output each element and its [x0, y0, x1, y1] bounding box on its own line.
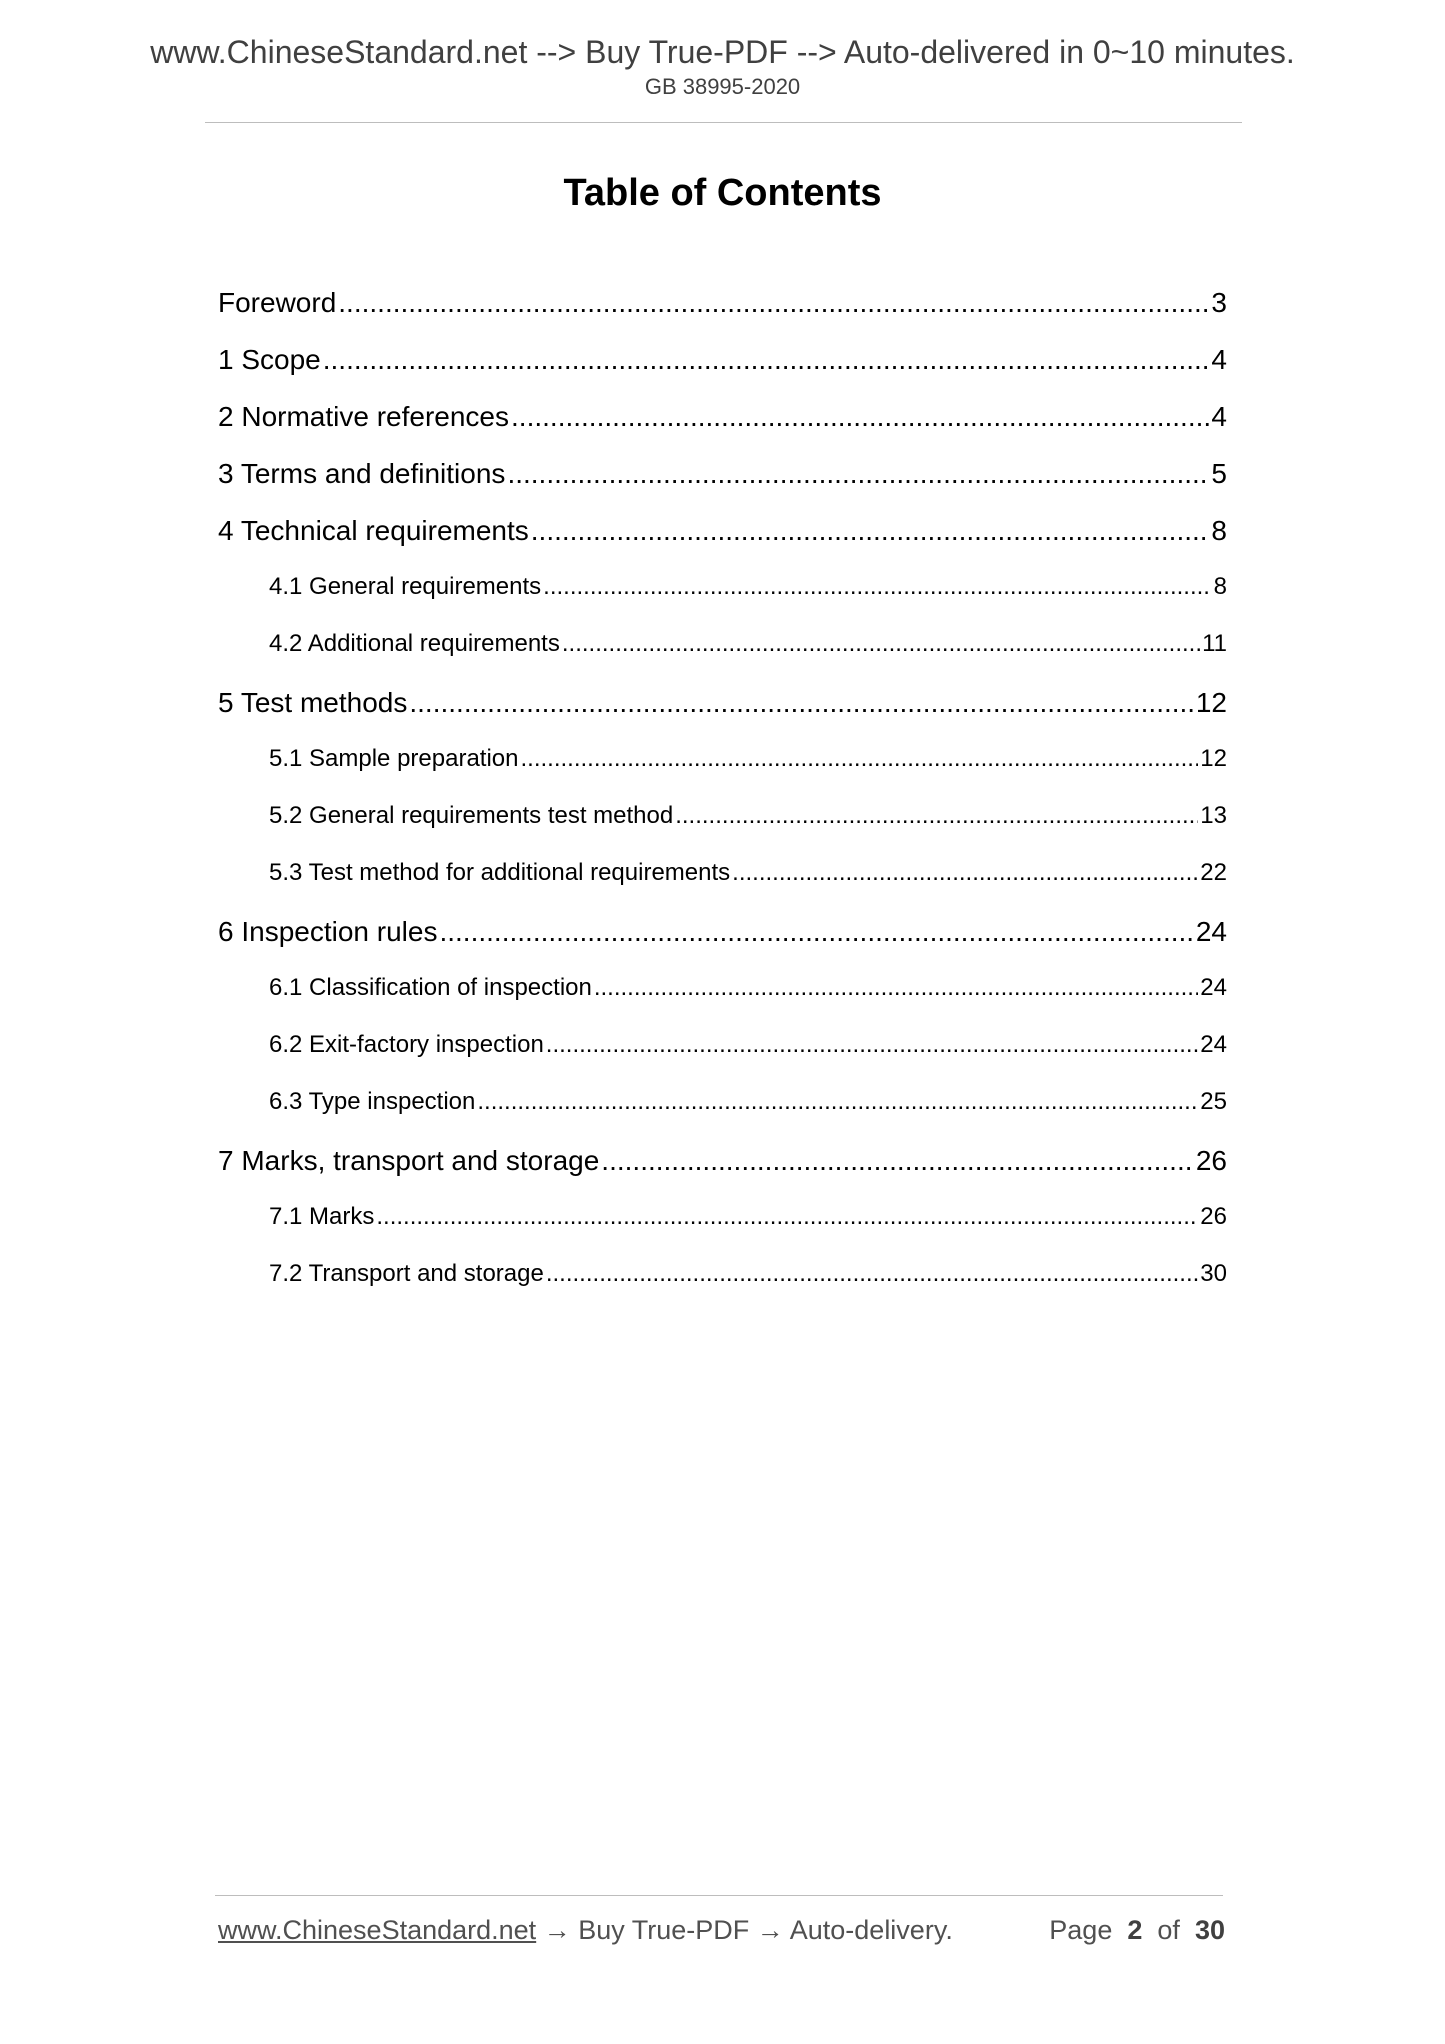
toc-entry-label: 4.1 General requirements: [269, 573, 542, 600]
toc-entry-terms-definitions[interactable]: [218, 450, 1227, 490]
toc-entry-page: 22: [1200, 859, 1227, 886]
toc-entry-label: 4 Technical requirements: [218, 515, 529, 546]
dot-leader: [546, 1260, 1198, 1288]
toc-entry-page: 3: [1211, 287, 1227, 318]
toc-entry-transport-storage[interactable]: [269, 1254, 1227, 1288]
toc-entry-label: 7.2 Transport and storage: [269, 1260, 544, 1287]
toc-entry-label: 7.1 Marks: [269, 1203, 375, 1230]
toc-entry-scope[interactable]: [218, 336, 1227, 376]
header-divider: [205, 122, 1242, 123]
page-word: Page: [1049, 1915, 1113, 1945]
toc-entry-label: 4.2 Additional requirements: [269, 630, 560, 657]
toc-entry-label: 5.3 Test method for additional requirements: [269, 859, 731, 886]
dot-leader: [477, 1088, 1198, 1116]
toc-entry-page: 8: [1213, 573, 1227, 600]
dot-leader: [323, 344, 1210, 376]
toc-entry-label: 1 Scope: [218, 344, 321, 375]
toc-entry-exit-factory-inspection[interactable]: [269, 1025, 1227, 1059]
dot-leader: [543, 573, 1211, 601]
dot-leader: [439, 916, 1193, 948]
toc-entry-label: 3 Terms and definitions: [218, 458, 506, 489]
toc-entry-label: 6.3 Type inspection: [269, 1088, 476, 1115]
footer-site-link[interactable]: www.ChineseStandard.net: [218, 1915, 537, 1945]
toc-entry-label: 6 Inspection rules: [218, 916, 438, 947]
dot-leader: [562, 630, 1200, 658]
toc-entry-marks[interactable]: [269, 1197, 1227, 1231]
dot-leader: [531, 515, 1210, 547]
standard-code: GB 38995-2020: [644, 74, 801, 99]
toc-entry-label: 2 Normative references: [218, 401, 510, 432]
toc-entry-page: 13: [1200, 802, 1227, 829]
footer: [218, 1912, 1225, 1948]
header-banner: www.ChineseStandard.net --> Buy True-PDF --> Auto-delivered in 0~10 minutes.: [150, 34, 1295, 70]
footer-promo: [218, 1912, 953, 1948]
toc-entry-general-requirements-test[interactable]: [269, 796, 1227, 830]
toc-entry-label: 5.2 General requirements test method: [269, 802, 674, 829]
dot-leader: [511, 401, 1209, 433]
toc-entry-inspection-rules[interactable]: [218, 908, 1227, 948]
toc-entry-page: 25: [1200, 1088, 1227, 1115]
toc-entry-additional-requirements[interactable]: [269, 624, 1227, 658]
page-total: 30: [1194, 1915, 1225, 1945]
toc-entry-page: 30: [1200, 1260, 1227, 1287]
toc-entry-page: 11: [1202, 630, 1227, 657]
dot-leader: [338, 287, 1209, 319]
toc-entry-page: 24: [1195, 916, 1227, 947]
dot-leader: [546, 1031, 1199, 1059]
toc-entry-page: 4: [1211, 344, 1227, 375]
dot-leader: [409, 687, 1193, 719]
dot-leader: [732, 859, 1198, 887]
toc-entry-normative-references[interactable]: [218, 393, 1227, 433]
toc-entry-label: 5 Test methods: [218, 687, 408, 718]
toc-entry-label: 6.2 Exit-factory inspection: [269, 1031, 544, 1058]
toc-entry-page: 26: [1200, 1203, 1227, 1230]
toc-title: Table of Contents: [563, 172, 882, 214]
dot-leader: [507, 458, 1209, 490]
toc-entry-page: 8: [1211, 515, 1227, 546]
toc-entry-label: 6.1 Classification of inspection: [269, 974, 592, 1001]
of-word: of: [1157, 1915, 1180, 1945]
dot-leader: [601, 1145, 1194, 1177]
toc-entry-page: 12: [1200, 745, 1227, 772]
toc-entry-page: 24: [1200, 1031, 1227, 1058]
toc-entry-page: 12: [1195, 687, 1227, 718]
toc-entry-marks-transport-storage[interactable]: [218, 1137, 1227, 1177]
dot-leader: [376, 1203, 1198, 1231]
toc-entry-label: Foreword: [218, 287, 337, 318]
toc-entry-label: 5.1 Sample preparation: [269, 745, 519, 772]
toc-entry-technical-requirements[interactable]: [218, 507, 1227, 547]
page-current: 2: [1127, 1915, 1143, 1945]
dot-leader: [594, 974, 1198, 1002]
toc-entry-page: 26: [1195, 1145, 1227, 1176]
page-indicator: [1049, 1912, 1225, 1948]
toc-entry-page: 4: [1211, 401, 1227, 432]
toc-entry-type-inspection[interactable]: [269, 1082, 1227, 1116]
toc-entry-test-methods[interactable]: [218, 679, 1227, 719]
dot-leader: [521, 745, 1199, 773]
toc-entry-page: 24: [1200, 974, 1227, 1001]
footer-promo-text: → Buy True-PDF → Auto-delivery.: [536, 1915, 953, 1945]
dot-leader: [675, 802, 1198, 830]
toc-entry-label: 7 Marks, transport and storage: [218, 1145, 600, 1176]
toc-entry-classification-inspection[interactable]: [269, 968, 1227, 1002]
footer-divider: [215, 1895, 1223, 1896]
toc-entry-page: 5: [1211, 458, 1227, 489]
toc-entry-sample-preparation[interactable]: [269, 739, 1227, 773]
toc-entry-additional-requirements-test[interactable]: [269, 853, 1227, 887]
toc-entry-foreword[interactable]: [218, 279, 1227, 319]
toc-entry-general-requirements[interactable]: [269, 567, 1227, 601]
